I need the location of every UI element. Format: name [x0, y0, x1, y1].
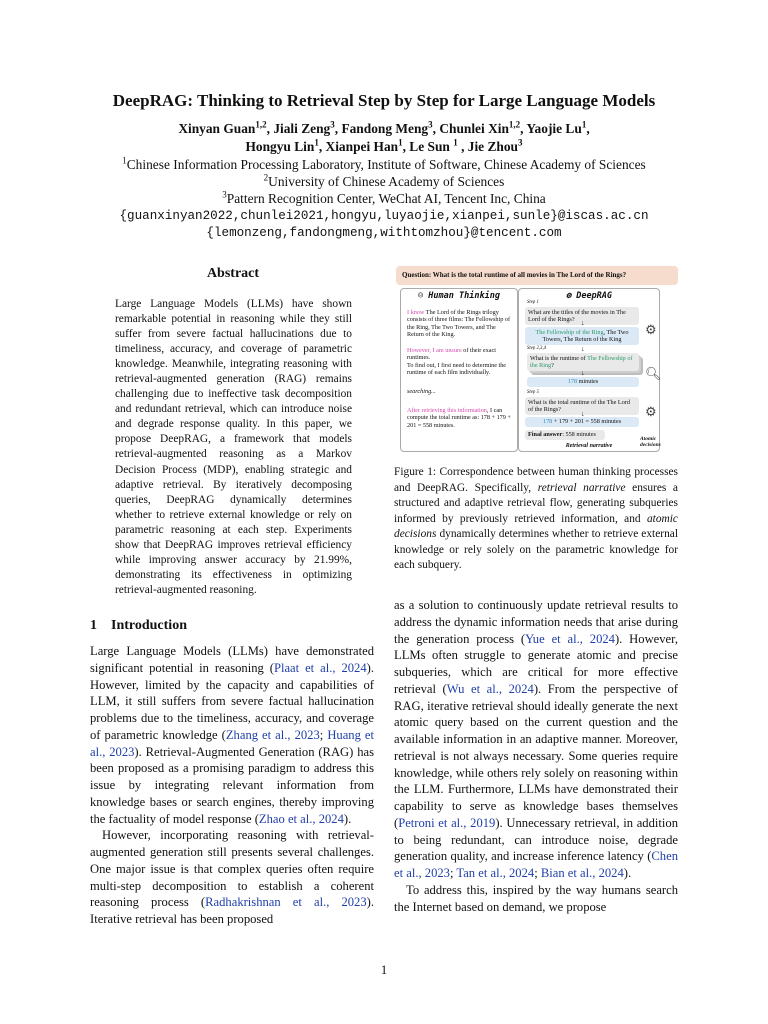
arrow-down-icon: ↓ [581, 319, 585, 327]
citation-link[interactable]: Wu et al., 2024 [446, 681, 534, 696]
affiliation-1: $^1$Chinese Information Processing Laboratory, Institute of Software, Chinese Academy of Sciences [122, 155, 646, 172]
human-thought-3: To find out, I first need to determine the runtime of each film individually. [407, 362, 507, 377]
arrow-down-icon: ↓ [581, 345, 585, 353]
step-label: Step 5 [527, 390, 539, 395]
arrow-down-icon: ↓ [581, 410, 585, 418]
brain-gear-icon: ⚙ [645, 404, 657, 419]
answer-box: 178 + 179 + 201 = 558 minutes [525, 417, 639, 427]
right-column-text [394, 597, 678, 915]
brain-gear-icon: ⚙ [645, 322, 657, 337]
retrieval-narrative-label: Retrieval narrative [565, 443, 613, 449]
human-thought-1: I know The Lord of the Rings trilogy consists of three films: The Fellowship of the Ring, The Two Towers, and The Return of the King. [407, 309, 510, 339]
citation-link[interactable]: Radhakrishnan et al., 2023 [205, 895, 367, 910]
answer-box: 178 minutes [527, 377, 639, 387]
person-icon: ☺ [418, 291, 429, 301]
affiliation-3: $^3$Pattern Recognition Center, WeChat AI, Tencent Inc, China [222, 189, 546, 206]
left-column-text [90, 643, 374, 928]
human-panel-title: ☺ Human Thinking [418, 291, 500, 301]
citation-link[interactable]: Chen et al., 2023 [394, 849, 678, 880]
final-answer-box: Final answer: 558 minutes [525, 430, 605, 440]
citation-link[interactable]: Zhao et al., 2024 [258, 811, 344, 826]
paragraph: as a solution to continuously update retrieval results to address the dynamic information needs that arise during the generation process (Yue et al., 2024). However, LLMs often struggle to generate atomic and precise subqueries, which are critical for more effective retrieval (Wu et al., 2024). From the perspective of RAG, iterative retrieval should ideally generate the next atomic query based on the current question and the available information in an adaptive manner. Moreover, retrieval is not always necessary. Some queries require knowledge, while others rely solely on reasoning within the LLM. Furthermore, LLMs have demonstrated their capability to serve as knowledge bases themselves (Petroni et al., 2019). Unnecessary retrieval, in addition to being redundant, can introduce noise, degrade generation quality, and increase inference latency (Chen et al., 2023; Tan et al., 2024; Bian et al., 2024). [394, 598, 678, 880]
affiliation-2: $^2$University of Chinese Academy of Sciences [263, 172, 505, 189]
citation-link[interactable]: Huang et al., 2023 [90, 727, 375, 759]
abstract-heading: Abstract [206, 266, 260, 281]
citation-link[interactable]: Plaat et al., 2024 [273, 660, 367, 675]
step-label: Step 2,3,4 [527, 346, 547, 351]
email-line-1: {guanxinyan2022,chunlei2021,hongyu,luyaojie,xianpei,sunle}@iscas.ac.cn [119, 209, 649, 223]
citation-link[interactable]: Tan et al., 2024 [456, 866, 535, 880]
page-number: 1 [380, 963, 388, 977]
robot-icon: ⚙ [565, 291, 577, 301]
citation-link[interactable]: Zhang et al., 2023 [225, 727, 320, 742]
document-search-icon: 🔍︎ [645, 366, 662, 381]
human-thought-4: searching... [407, 388, 436, 395]
citation-link[interactable]: Petroni et al., 2019 [398, 815, 496, 830]
author-line-1: Xinyan Guan$^{1,2}$, Jiali Zeng$^3$, Fandong Meng$^3$, Chunlei Xin$^{1,2}$, Yaojie Lu$^1$, [178, 119, 590, 136]
answer-box: The Fellowship of the Ring, The Two Towers, The Return of the King [525, 327, 639, 345]
paper-title: DeepRAG: Thinking to Retrieval Step by Step for Large Language Models [112, 91, 656, 110]
email-line-2: {lemonzeng,fandongmeng,withtomzhou}@tencent.com [206, 226, 562, 240]
step-label: Step 1 [527, 300, 539, 305]
arrow-down-icon: ↓ [581, 369, 585, 377]
paragraph: Large Language Models (LLMs) have demonstrated significant potential in reasoning (Plaat et al., 2024). However, limited by the capacity and capabilities of LLM, it still suffers from severe factual hallucination problems due to the timeliness, accuracy, and coverage of parametric knowledge (Zhang et al., 2023; Huang et al., 2023). Retrieval-Augmented Generation (RAG) has been proposed as a promising paradigm to address this issue by integrating relevant information from knowledge bases or search engines, thereby improving the factuality of model response (Zhao et al., 2024). [90, 644, 375, 826]
figure-question: Question: What is the total runtime of all movies in The Lord of the Rings? [396, 266, 678, 285]
figure-caption: Figure 1: Correspondence between human thinking processes and DeepRAG. Specifically, retrieval narrative ensures a structured and adaptive retrieval flow, generating subqueries informed by previously retrieved information, and atomic decisions dynamically determines whether to retrieve external knowledge or rely solely on the parametric knowledge for each subquery. [394, 466, 678, 571]
section-heading: 1 Introduction [90, 618, 187, 633]
subquery-box: What is the runtime of The Fellowship of the Ring? [527, 353, 639, 371]
figure-1 [396, 266, 678, 456]
deeprag-panel-title: ⚙ DeepRAG [565, 291, 613, 301]
paragraph: To address this, inspired by the way humans search the Internet based on demand, we propose [394, 882, 678, 914]
citation-link[interactable]: Bian et al., 2024 [540, 866, 624, 880]
human-thinking-panel [400, 288, 518, 452]
author-line-2: Hongyu Lin$^1$, Xianpei Han$^1$, Le Sun $^1$ , Jie Zhou$^3$ [245, 137, 523, 154]
subquery-box: What is the total runtime of the The Lord of the Rings? [525, 397, 639, 415]
human-thought-2: However, I am unsure of their exact runtimes. [407, 347, 496, 362]
subquery-box: What are the titles of the movies in The Lord of the Rings? [525, 307, 639, 325]
citation-link[interactable]: Yue et al., 2024 [525, 631, 615, 646]
abstract-text: Large Language Models (LLMs) have shown remarkable potential in reasoning while they still suffer from severe factual hallucinations due to timeliness, accuracy, and coverage of parametric knowledge. Meanwhile, integrating reasoning with retrieval-augmented generation (RAG) remains challenging due to ineffective task decomposition and redundant retrieval, which can introduce noise and degrade response quality. In this paper, we propose DeepRAG, a framework that models retrieval-augmented reasoning as a Markov Decision Process (MDP), enabling strategic and adaptive retrieval. By iteratively decomposing queries, DeepRAG dynamically determines whether to retrieve external knowledge or rely on parametric reasoning at each step. Experiments show that DeepRAG improves retrieval efficiency while improving answer accuracy by 21.99%, demonstrating its effectiveness in optimizing retrieval-augmented reasoning. [115, 298, 352, 596]
atomic-decisions-label: Atomic decisions [640, 436, 661, 448]
deeprag-panel [518, 288, 660, 452]
paragraph: However, incorporating reasoning with retrieval-augmented generation still presents several challenges. One major issue is that complex queries often require multi-step decomposition to establish a coherent reasoning process (Radhakrishnan et al., 2023). Iterative retrieval has been proposed [90, 828, 374, 926]
human-thought-5: After retrieving this information, I can compute the total runtime as: 178 + 179 + 201 = 558 minutes. [407, 407, 511, 429]
